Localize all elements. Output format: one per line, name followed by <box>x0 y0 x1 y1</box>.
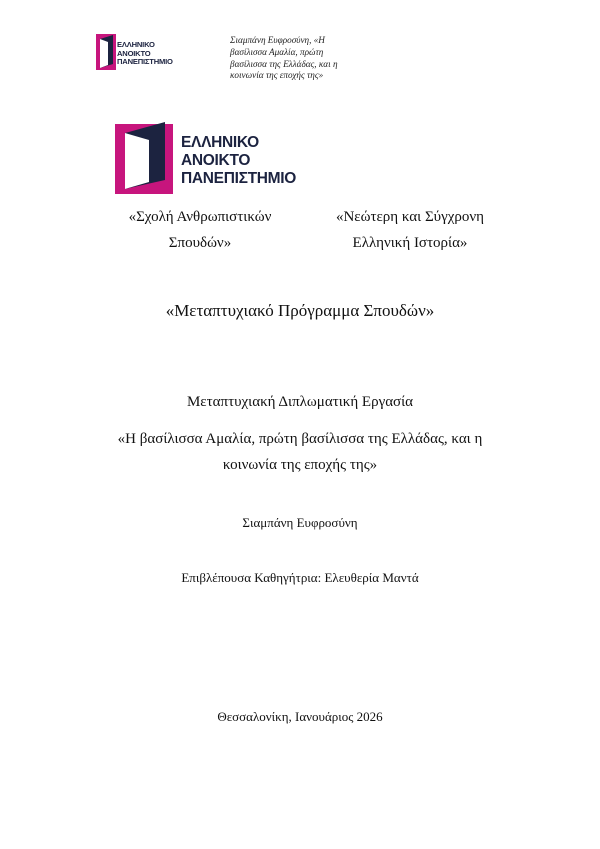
header-logo <box>96 34 196 72</box>
school-name: «Σχολή Ανθρωπιστικών Σπουδών» <box>128 209 272 251</box>
university-logo <box>115 120 305 195</box>
thesis-type: Μεταπτυχιακή Διπλωματική Εργασία <box>186 394 414 410</box>
eap-logo-mark-icon <box>96 34 118 72</box>
supervisor: Επιβλέπουσα Καθηγήτρια: Ελευθερία Μαντά <box>181 570 419 585</box>
university-logo-text: ΕΛΛΗΝΙΚΟ ΑΝΟΙΚΤΟ ΠΑΝΕΠΙΣΤΗΜΙΟ <box>181 134 297 187</box>
place-date: Θεσσαλονίκη, Ιανουάριος 2026 <box>217 709 383 724</box>
author-name: Σιαμπάνη Ευφροσύνη <box>242 515 358 530</box>
eap-logo-large-mark-icon <box>115 120 179 195</box>
postgrad-program-heading: «Μεταπτυχιακό Πρόγραμμα Σπουδών» <box>165 301 435 320</box>
program-name: «Νεώτερη και Σύγχρονη Ελληνική Ιστορία» <box>335 209 485 251</box>
header-logo-text: ΕΛΛΗΝΙΚΟ ΑΝΟΙΚΤΟ ΠΑΝΕΠΙΣΤΗΜΙΟ <box>117 40 173 67</box>
thesis-title: «Η βασίλισσα Αμαλία, πρώτη βασίλισσα της Ελλάδας, και η κοινωνία της εποχής της» <box>117 431 483 473</box>
header-note: Σιαμπάνη Ευφροσύνη, «Η βασίλισσα Αμαλία, πρώτη βασίλισσα της Ελλάδας, και η κοινωνία της εποχής της» <box>230 35 338 81</box>
